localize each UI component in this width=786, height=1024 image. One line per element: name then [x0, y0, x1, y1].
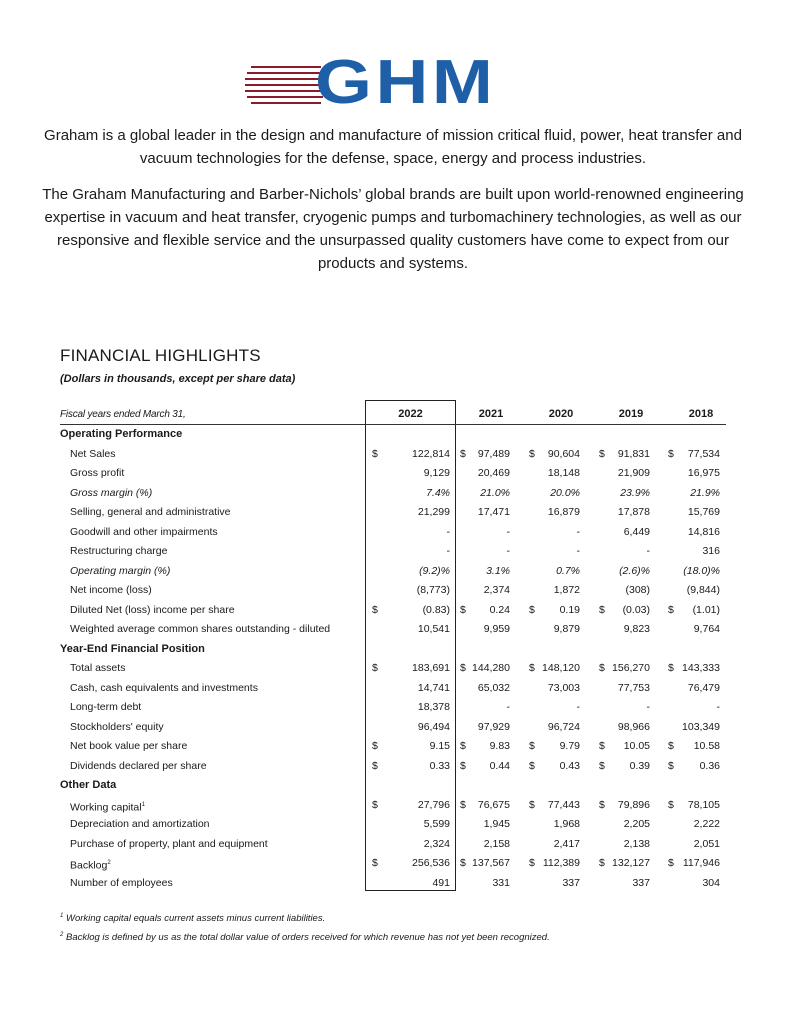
row-label: Total assets: [70, 662, 126, 674]
table-cell-2020: 0.7%: [556, 564, 580, 577]
table-cell-2018: 21.9%: [690, 486, 720, 499]
currency-symbol: $: [372, 603, 378, 616]
table-cell-2018: 9,764: [693, 623, 720, 635]
table-cell-2018: 316: [702, 545, 720, 557]
currency-symbol: $: [668, 740, 674, 752]
year-header-2021: 2021: [478, 408, 504, 420]
table-cell-2018: 117,946: [682, 857, 720, 869]
table-cell-2020: 18,148: [547, 467, 580, 479]
table-cell-2019: 9,823: [623, 623, 650, 635]
table-cell-2019: 132,127: [612, 857, 650, 869]
table-cell-2022: (9.2)%: [419, 564, 450, 577]
table-cell-2021: 97,489: [477, 447, 510, 460]
table-cell-2019: (308): [625, 584, 650, 596]
table-row: [60, 718, 726, 738]
table-cell-2020: -: [576, 525, 580, 538]
table-cell-2022: -: [446, 545, 450, 557]
table-row: [60, 698, 726, 718]
table-cell-2021: 21.0%: [480, 486, 510, 499]
row-label: Working capital$^1$: [70, 801, 145, 813]
table-row: [60, 679, 726, 699]
footnote-ref: 2: [107, 860, 111, 866]
table-cell-2020: -: [576, 701, 580, 713]
currency-symbol: $: [372, 798, 378, 811]
table-cell-2019: 91,831: [617, 447, 650, 460]
currency-symbol: $: [529, 740, 535, 752]
ghm-logo: [245, 48, 517, 117]
logo-text: GHM: [315, 48, 497, 117]
table-cell-2018: 103,349: [682, 720, 720, 733]
table-cell-2020: 148,120: [542, 662, 580, 674]
table-cell-2019: 0.39: [629, 759, 650, 772]
table-cell-2020: 337: [562, 876, 580, 889]
row-label: Dividends declared per share: [70, 759, 207, 772]
currency-symbol: $: [372, 740, 378, 752]
currency-symbol: $: [668, 857, 674, 869]
table-cell-2021: 20,469: [477, 467, 510, 479]
table-cell-2021: -: [506, 545, 510, 557]
currency-symbol: $: [599, 759, 605, 772]
table-cell-2022: 27,796: [417, 798, 450, 811]
table-row: [60, 523, 726, 543]
header-label: Fiscal years ended March 31,: [60, 409, 186, 420]
section-row: [60, 776, 726, 796]
currency-symbol: $: [599, 447, 605, 460]
currency-symbol: $: [599, 740, 605, 752]
currency-symbol: $: [460, 759, 466, 772]
table-cell-2019: (0.03): [622, 603, 650, 616]
year-header-2020: 2020: [548, 408, 574, 420]
logo-stripe: [247, 96, 323, 98]
table-cell-2021: 97,929: [477, 720, 510, 733]
table-cell-2020: 16,879: [547, 506, 580, 518]
intro-paragraph-2: The Graham Manufacturing and Barber-Nichols’ global brands are built upon world-renowned engineering expertise in vacuum and heat transfer, cryogenic pumps and turbomachinery technologies, as well as our responsive and flexible service and the unsurpassed quality customers have come to expect from our products and systems.: [42, 186, 744, 272]
table-cell-2022: 183,691: [412, 662, 450, 674]
table-cell-2021: 65,032: [477, 681, 510, 694]
table-header-row: [60, 405, 726, 425]
currency-symbol: $: [460, 447, 466, 460]
row-label: Goodwill and other impairments: [70, 525, 218, 538]
table-cell-2021: 76,675: [477, 798, 510, 811]
currency-symbol: $: [668, 603, 674, 616]
table-cell-2019: 79,896: [617, 798, 650, 811]
table-cell-2022: 96,494: [417, 720, 450, 733]
table-cell-2021: -: [506, 525, 510, 538]
row-label: Depreciation and amortization: [70, 818, 210, 830]
table-row: [60, 835, 726, 855]
table-cell-2019: 6,449: [623, 525, 650, 538]
section-label: Other Data: [60, 779, 117, 791]
table-cell-2022: 14,741: [417, 681, 450, 694]
table-cell-2018: 76,479: [687, 681, 720, 694]
table-cell-2019: 10.05: [623, 740, 650, 752]
currency-symbol: $: [668, 798, 674, 811]
table-cell-2021: 2,374: [483, 584, 510, 596]
footnote-ref: 1: [141, 801, 145, 808]
currency-symbol: $: [372, 759, 378, 772]
table-row: [60, 737, 726, 757]
table-cell-2021: 0.44: [489, 759, 510, 772]
logo-stripe: [245, 84, 325, 86]
table-cell-2020: 9,879: [553, 623, 580, 635]
logo-stripe: [251, 66, 321, 68]
footnote-1-text: Working capital equals current assets minus current liabilities.: [65, 913, 326, 925]
row-label: Stockholders' equity: [70, 720, 164, 733]
currency-symbol: $: [529, 603, 535, 616]
currency-symbol: $: [599, 662, 605, 674]
currency-symbol: $: [460, 857, 466, 869]
table-cell-2022: 7.4%: [426, 486, 450, 499]
row-label: Long-term debt: [70, 701, 142, 713]
row-label: Restructuring charge: [70, 545, 168, 557]
table-cell-2019: (2.6)%: [619, 564, 650, 577]
table-cell-2022: 2,324: [423, 837, 450, 850]
table-cell-2021: 137,567: [472, 857, 510, 869]
table-cell-2018: -: [716, 701, 720, 713]
table-cell-2020: 0.43: [559, 759, 580, 772]
table-cell-2018: 143,333: [682, 662, 720, 674]
logo-stripes: [245, 62, 325, 108]
table-cell-2019: 77,753: [617, 681, 650, 694]
row-label: Gross profit: [70, 467, 125, 479]
table-cell-2022: -: [446, 525, 450, 538]
table-row: [60, 484, 726, 504]
table-cell-2022: 491: [432, 876, 450, 889]
table-cell-2019: 98,966: [617, 720, 650, 733]
table-cell-2022: 122,814: [412, 447, 450, 460]
table-cell-2019: 337: [632, 876, 650, 889]
table-row: [60, 757, 726, 777]
table-row: [60, 562, 726, 582]
section-label: Year-End Financial Position: [60, 642, 205, 655]
currency-symbol: $: [529, 662, 535, 674]
table-row: [60, 796, 726, 816]
table-cell-2020: 1,872: [553, 584, 580, 596]
table-cell-2020: 112,389: [542, 857, 580, 869]
table-cell-2020: 96,724: [547, 720, 580, 733]
table-cell-2018: (1.01): [692, 603, 720, 616]
row-label: Net income (loss): [70, 584, 152, 596]
table-cell-2018: 15,769: [687, 506, 720, 518]
table-cell-2022: 18,378: [417, 701, 450, 713]
year-header-2018: 2018: [688, 408, 714, 420]
table-cell-2022: (8,773): [416, 584, 450, 596]
table-cell-2020: 73,003: [547, 681, 580, 694]
table-cell-2021: 9,959: [483, 623, 510, 635]
table-body: [60, 425, 726, 893]
logo-stripe: [247, 72, 323, 74]
financial-highlights-table: [60, 405, 726, 893]
table-cell-2021: -: [506, 701, 510, 713]
financial-highlights-title: FINANCIAL HIGHLIGHTS: [60, 346, 261, 365]
currency-symbol: $: [372, 662, 378, 674]
table-cell-2019: -: [646, 701, 650, 713]
currency-symbol: $: [460, 798, 466, 811]
table-cell-2018: 16,975: [687, 467, 720, 479]
currency-symbol: $: [372, 447, 378, 460]
table-cell-2019: 2,205: [623, 818, 650, 830]
table-cell-2022: 10,541: [417, 623, 450, 635]
table-cell-2021: 1,945: [483, 818, 510, 830]
currency-symbol: $: [599, 603, 605, 616]
table-cell-2018: 0.36: [699, 759, 720, 772]
table-cell-2020: -: [576, 545, 580, 557]
table-cell-2020: 2,417: [553, 837, 580, 850]
table-cell-2021: 3.1%: [486, 564, 510, 577]
table-cell-2021: 0.24: [489, 603, 510, 616]
footnote-1: [60, 913, 325, 924]
table-row: [60, 874, 726, 894]
row-label: Net book value per share: [70, 740, 188, 752]
table-cell-2018: 77,534: [687, 447, 720, 460]
currency-symbol: $: [529, 798, 535, 811]
table-cell-2018: 78,105: [687, 798, 720, 811]
table-row: [60, 854, 726, 874]
footnote-1-mark: 1: [60, 913, 64, 919]
currency-symbol: $: [599, 857, 605, 869]
table-cell-2019: 21,909: [617, 467, 650, 479]
currency-symbol: $: [372, 857, 378, 869]
year-header-2019: 2019: [618, 408, 644, 420]
table-cell-2022: 5,599: [423, 818, 450, 830]
table-cell-2018: 2,222: [693, 818, 720, 830]
financial-highlights-subtitle: (Dollars in thousands, except per share data): [60, 373, 296, 385]
footnote-2: [60, 932, 550, 943]
table-row: [60, 503, 726, 523]
row-label: Selling, general and administrative: [70, 506, 231, 518]
currency-symbol: $: [460, 662, 466, 674]
intro-paragraph-1: Graham is a global leader in the design and manufacture of mission critical fluid, power, heat transfer and vacuum technologies for the defense, space, energy and process industries.: [44, 127, 742, 167]
row-label: Purchase of property, plant and equipment: [70, 837, 268, 850]
table-row: [60, 464, 726, 484]
table-cell-2019: 2,138: [623, 837, 650, 850]
table-row: [60, 542, 726, 562]
table-cell-2019: 17,878: [617, 506, 650, 518]
row-label: Gross margin (%): [70, 486, 153, 499]
currency-symbol: $: [529, 759, 535, 772]
year-header-2022: 2022: [398, 408, 423, 420]
row-label: Diluted Net (loss) income per share: [70, 603, 235, 616]
table-row: [60, 815, 726, 835]
table-row: [60, 601, 726, 621]
table-cell-2022: 256,536: [412, 857, 450, 869]
table-cell-2018: (9,844): [686, 584, 720, 596]
row-label: Weighted average common shares outstanding - diluted: [70, 623, 331, 635]
table-row: [60, 659, 726, 679]
row-label: Net Sales: [70, 447, 116, 460]
table-cell-2021: 2,158: [483, 837, 510, 850]
footnote-2-mark: 2: [60, 932, 64, 938]
currency-symbol: $: [668, 662, 674, 674]
table-cell-2019: -: [646, 545, 650, 557]
table-cell-2018: 2,051: [693, 837, 720, 850]
table-row: [60, 445, 726, 465]
table-cell-2020: 9.79: [559, 740, 580, 752]
table-cell-2020: 90,604: [547, 447, 580, 460]
table-cell-2018: (18.0)%: [683, 564, 720, 577]
table-cell-2020: 77,443: [547, 798, 580, 811]
table-cell-2021: 9.83: [489, 740, 510, 752]
table-cell-2020: 20.0%: [550, 486, 580, 499]
row-label: Backlog$^2$: [70, 859, 111, 872]
section-row: [60, 640, 726, 660]
table-cell-2021: 331: [492, 876, 510, 889]
table-cell-2018: 14,816: [687, 525, 720, 538]
table-cell-2022: 21,299: [417, 506, 450, 518]
logo-stripe: [245, 78, 325, 80]
currency-symbol: $: [599, 798, 605, 811]
section-label: Operating Performance: [60, 428, 183, 440]
row-label: Cash, cash equivalents and investments: [70, 681, 258, 694]
table-cell-2019: 23.9%: [620, 486, 650, 499]
table-cell-2019: 156,270: [612, 662, 650, 674]
table-cell-2018: 304: [702, 876, 720, 889]
table-cell-2022: 0.33: [429, 759, 450, 772]
table-cell-2018: 10.58: [693, 740, 720, 752]
footnote-2-text: Backlog is defined by us as the total dollar value of orders received for which revenue has not yet been recognized.: [65, 932, 550, 944]
table-cell-2022: (0.83): [422, 603, 450, 616]
currency-symbol: $: [668, 447, 674, 460]
table-row: [60, 581, 726, 601]
table-row: [60, 620, 726, 640]
logo-stripe: [251, 102, 321, 104]
currency-symbol: $: [460, 740, 466, 752]
table-cell-2021: 144,280: [472, 662, 510, 674]
currency-symbol: $: [460, 603, 466, 616]
section-row: [60, 425, 726, 445]
table-cell-2020: 1,968: [553, 818, 580, 830]
currency-symbol: $: [668, 759, 674, 772]
currency-symbol: $: [529, 857, 535, 869]
table-cell-2021: 17,471: [477, 506, 510, 518]
row-label: Number of employees: [70, 876, 173, 889]
currency-symbol: $: [529, 447, 535, 460]
table-cell-2022: 9,129: [423, 467, 450, 479]
table-cell-2022: 9.15: [429, 740, 450, 752]
row-label: Operating margin (%): [70, 564, 171, 577]
table-cell-2020: 0.19: [559, 603, 580, 616]
logo-stripe: [245, 90, 325, 92]
